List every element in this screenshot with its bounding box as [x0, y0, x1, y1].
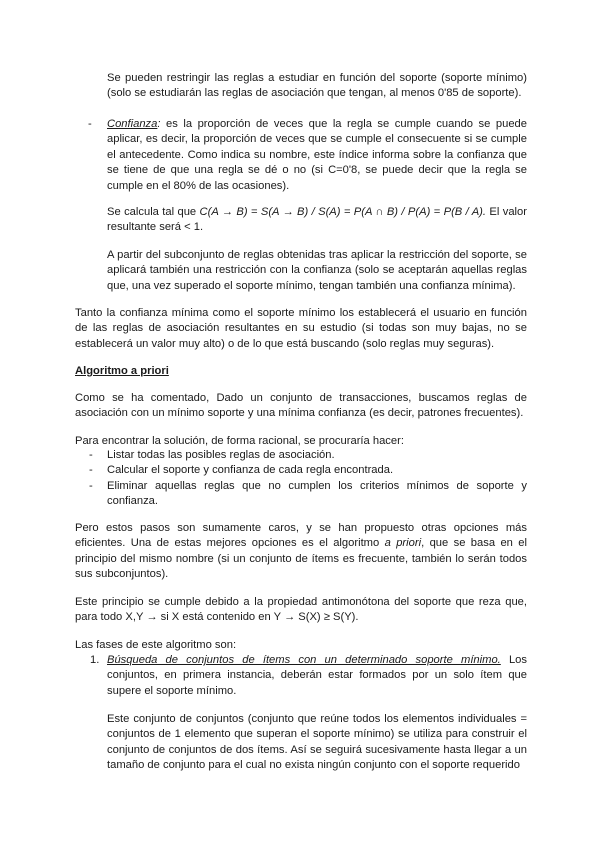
confianza-term: Confianza [107, 118, 158, 130]
steps-list [75, 448, 527, 510]
formula-suffix: El valor resultante será < 1. [107, 206, 527, 234]
phase-1-text: Los conjuntos, en primera instancia, deberán estar formados por un solo ítem que supere el soporte mínimo. [107, 654, 528, 697]
phase-1-title: Búsqueda de conjuntos de ítems con un determinado soporte mínimo. [107, 654, 501, 666]
phase-1-paragraph [107, 653, 527, 699]
section-heading: Algoritmo a priori [75, 365, 169, 377]
confianza-dash: - [88, 118, 92, 130]
algorithm-name: a priori [384, 537, 422, 550]
principle-paragraph: Este principio se cumple debido a la propiedad antimonótona del soporte que reza que, para todo X,Y → si X está contenido en Y → S(X) ≥ S(Y). [75, 596, 527, 624]
list-item: - Listar todas las posibles reglas de asociación. [89, 449, 335, 461]
solution-paragraph: Para encontrar la solución, de forma racional, se procuraría hacer: [75, 435, 404, 447]
confianza-formula-paragraph [107, 205, 527, 236]
phase-1-number: 1. [90, 654, 100, 666]
intro-paragraph: Como se ha comentado, Dado un conjunto de transacciones, buscamos reglas de asociación con un mínimo soporte y una mínima confianza (es decir, patrones frecuentes). [75, 392, 527, 420]
confianza-formula: C(A → B) = S(A → B) / S(A) = P(A ∩ B) / P(A) = P(B / A). [199, 206, 487, 218]
list-item: - Eliminar aquellas reglas que no cumplen los criterios mínimos de soporte y confianza. [89, 479, 527, 508]
confianza-subset-paragraph: A partir del subconjunto de reglas obtenidas tras aplicar la restricción del soporte, se aplicará también una restricción con la confianza (solo se aceptarán aquellas reglas que, una vez superado el soporte mínimo, tengan también una confianza mínima). [107, 249, 527, 292]
confianza-definition: es la proporción de veces que la regla se cumple cuando se puede aplicar, es decir, la proporción de veces que se cumple el consecuente si se cumple el antecedente. Como indica su nombre, este índice informa sobre la confianza que se tiene de que una regla se dé o no (si C=0'8, se puede decir que la regla se cumple en el 80% de las ocasiones). [107, 118, 527, 192]
formula-prefix: Se calcula tal que [107, 206, 200, 218]
phases-paragraph: Las fases de este algoritmo son: [75, 639, 237, 651]
phase-1-detail-paragraph: Este conjunto de conjuntos (conjunto que reúne todos los elementos individuales = conjuntos de 1 elemento que superan el soporte mínimo) se utiliza para construir el conjunto de conjuntos de dos ítems. Así se seguirá sucesivamente hasta llegar a un tamaño de conjunto para el cual no exista ningún conjunto con el soporte requerido [107, 713, 527, 772]
min-values-paragraph: Tanto la confianza mínima como el soporte mínimo los establecerá el usuario en función de las reglas de asociación resultantes en su estudio (si todas son muy bajas, no se establecerá un valor muy alto) o de lo que está buscando (solo reglas muy seguras). [75, 307, 527, 350]
confianza-colon: : [157, 118, 161, 130]
costly-paragraph: Pero estos pasos son sumamente caros, y se han propuesto otras opciones más eficientes. Una de estas mejores opciones es el algoritmo a priori, que se basa en el principio del mismo nombre (si un conjunto de ítems es frecuente, también lo serán todos sus subconjuntos). [75, 522, 527, 581]
support-restriction-paragraph: Se pueden restringir las reglas a estudiar en función del soporte (soporte mínimo) (solo se estudiarán las reglas de asociación que tengan, al menos 0'85 de soporte). [107, 72, 527, 100]
confianza-paragraph [107, 117, 527, 194]
list-item: - Calcular el soporte y confianza de cada regla encontrada. [89, 464, 394, 477]
